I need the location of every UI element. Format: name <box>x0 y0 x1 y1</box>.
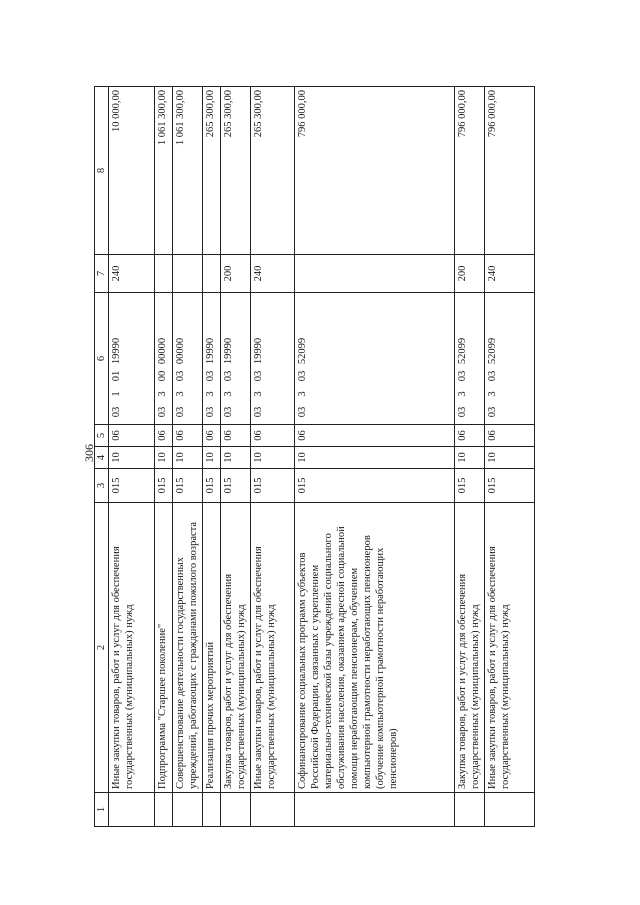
row-index-cell <box>485 793 535 827</box>
row-index-cell <box>295 793 455 827</box>
cell-c5: 06 <box>251 425 295 447</box>
cell-c8: 796 000,00 <box>485 87 535 255</box>
code-subprogram: 3 <box>223 391 234 397</box>
row-name: Закупка товаров, работ и услуг для обеспечения государственных (муниципальных) нужд <box>455 503 485 793</box>
code-direction: 52099 <box>487 337 498 365</box>
cell-c6 <box>485 293 535 425</box>
cell-c6 <box>221 293 251 425</box>
budget-table <box>94 86 535 827</box>
code-event: 00 <box>157 370 168 382</box>
row-index-cell <box>173 793 203 827</box>
col-header-3: 3 <box>95 469 109 503</box>
row-index-cell <box>221 793 251 827</box>
code-subprogram: 3 <box>205 391 216 397</box>
cell-c5: 06 <box>203 425 221 447</box>
code-program: 03 <box>175 406 186 418</box>
cell-c8: 796 000,00 <box>295 87 455 255</box>
row-name: Иные закупки товаров, работ и услуг для обеспечения государственных (муниципальных) нужд <box>109 503 155 793</box>
code-event: 03 <box>487 370 498 382</box>
cell-c3: 015 <box>173 469 203 503</box>
cell-c7 <box>203 255 221 293</box>
col-header-5: 5 <box>95 425 109 447</box>
code-direction: 52099 <box>457 337 468 365</box>
code-event: 03 <box>205 370 216 382</box>
cell-c7: 240 <box>485 255 535 293</box>
cell-c7: 200 <box>455 255 485 293</box>
cell-c5: 06 <box>455 425 485 447</box>
cell-c7: 200 <box>221 255 251 293</box>
code-program: 03 <box>111 406 122 418</box>
cell-c5: 06 <box>109 425 155 447</box>
cell-c7: 240 <box>251 255 295 293</box>
header-row <box>95 87 109 827</box>
cell-c3: 015 <box>295 469 455 503</box>
row-name: Иные закупки товаров, работ и услуг для обеспечения государственных (муниципальных) нужд <box>251 503 295 793</box>
code-direction: 00000 <box>157 337 168 365</box>
code-event: 01 <box>111 370 122 382</box>
cell-c5: 06 <box>173 425 203 447</box>
table-row <box>221 87 251 827</box>
row-name: Закупка товаров, работ и услуг для обеспечения государственных (муниципальных) нужд <box>221 503 251 793</box>
cell-c8: 10 000,00 <box>109 87 155 255</box>
col-header-6: 6 <box>95 293 109 425</box>
code-event: 03 <box>253 370 264 382</box>
cell-c3: 015 <box>455 469 485 503</box>
cell-c4: 10 <box>295 447 455 469</box>
cell-c7: 240 <box>109 255 155 293</box>
cell-c3: 015 <box>203 469 221 503</box>
code-program: 03 <box>297 406 308 418</box>
cell-c6 <box>173 293 203 425</box>
cell-c8: 796 000,00 <box>455 87 485 255</box>
cell-c6 <box>455 293 485 425</box>
cell-c3: 015 <box>485 469 535 503</box>
code-program: 03 <box>205 406 216 418</box>
row-name: Софинансирование социальных программ субъектов Российской Федерации, связанных с укреплением материально-технической базы учреждений социального обслуживания населения, оказанием адресной социальной помощи неработающим пенсионерам, обучением компьютерной грамотности неработающих пенсионеров (обучение компьютерной грамотности неработающих пенсионеров) <box>295 503 455 793</box>
code-direction: 00000 <box>175 337 186 365</box>
row-name: Совершенствование деятельности государственных учреждений, работающих с гражданами пожилого возраста <box>173 503 203 793</box>
cell-c3: 015 <box>155 469 173 503</box>
cell-c3: 015 <box>251 469 295 503</box>
code-subprogram: 3 <box>253 391 264 397</box>
row-name: Иные закупки товаров, работ и услуг для обеспечения государственных (муниципальных) нужд <box>485 503 535 793</box>
table-row <box>109 87 155 827</box>
col-header-4: 4 <box>95 447 109 469</box>
code-direction: 19990 <box>253 337 264 365</box>
cell-c8: 1 061 300,00 <box>155 87 173 255</box>
table-row <box>203 87 221 827</box>
cell-c4: 10 <box>455 447 485 469</box>
code-direction: 52099 <box>297 337 308 365</box>
cell-c6 <box>295 293 455 425</box>
col-header-7: 7 <box>95 255 109 293</box>
row-name: Реализация прочих мероприятий <box>203 503 221 793</box>
cell-c4: 10 <box>155 447 173 469</box>
cell-c7 <box>173 255 203 293</box>
cell-c3: 015 <box>109 469 155 503</box>
cell-c6 <box>109 293 155 425</box>
code-subprogram: 3 <box>297 391 308 397</box>
col-header-1: 1 <box>95 793 109 827</box>
col-header-2: 2 <box>95 503 109 793</box>
row-index-cell <box>203 793 221 827</box>
code-subprogram: 3 <box>487 391 498 397</box>
cell-c7 <box>155 255 173 293</box>
col-header-8: 8 <box>95 87 109 255</box>
cell-c5: 06 <box>221 425 251 447</box>
row-index-cell <box>155 793 173 827</box>
code-subprogram: 3 <box>175 391 186 397</box>
code-event: 03 <box>223 370 234 382</box>
cell-c4: 10 <box>485 447 535 469</box>
row-index-cell <box>109 793 155 827</box>
cell-c6 <box>251 293 295 425</box>
cell-c7 <box>295 255 455 293</box>
table-row <box>173 87 203 827</box>
table-row <box>295 87 455 827</box>
table-row <box>485 87 535 827</box>
cell-c8: 265 300,00 <box>251 87 295 255</box>
code-event: 03 <box>175 370 186 382</box>
code-subprogram: 3 <box>457 391 468 397</box>
cell-c6 <box>155 293 173 425</box>
cell-c8: 1 061 300,00 <box>173 87 203 255</box>
code-direction: 19990 <box>111 337 122 365</box>
cell-c4: 10 <box>251 447 295 469</box>
cell-c4: 10 <box>173 447 203 469</box>
cell-c5: 06 <box>485 425 535 447</box>
code-program: 03 <box>487 406 498 418</box>
code-program: 03 <box>223 406 234 418</box>
code-event: 03 <box>297 370 308 382</box>
cell-c6 <box>203 293 221 425</box>
code-direction: 19990 <box>223 337 234 365</box>
table-row <box>155 87 173 827</box>
cell-c4: 10 <box>221 447 251 469</box>
code-program: 03 <box>253 406 264 418</box>
cell-c5: 06 <box>295 425 455 447</box>
cell-c4: 10 <box>109 447 155 469</box>
cell-c8: 265 300,00 <box>221 87 251 255</box>
cell-c8: 265 300,00 <box>203 87 221 255</box>
cell-c3: 015 <box>221 469 251 503</box>
code-subprogram: 3 <box>157 391 168 397</box>
row-index-cell <box>251 793 295 827</box>
code-program: 03 <box>457 406 468 418</box>
code-subprogram: 1 <box>111 391 122 397</box>
cell-c5: 06 <box>155 425 173 447</box>
row-name: Подпрограмма "Старшее поколение" <box>155 503 173 793</box>
table-row <box>455 87 485 827</box>
code-direction: 19990 <box>205 337 216 365</box>
row-index-cell <box>455 793 485 827</box>
table-row <box>251 87 295 827</box>
cell-c4: 10 <box>203 447 221 469</box>
code-event: 03 <box>457 370 468 382</box>
code-program: 03 <box>157 406 168 418</box>
page-number: 306 <box>82 444 96 462</box>
